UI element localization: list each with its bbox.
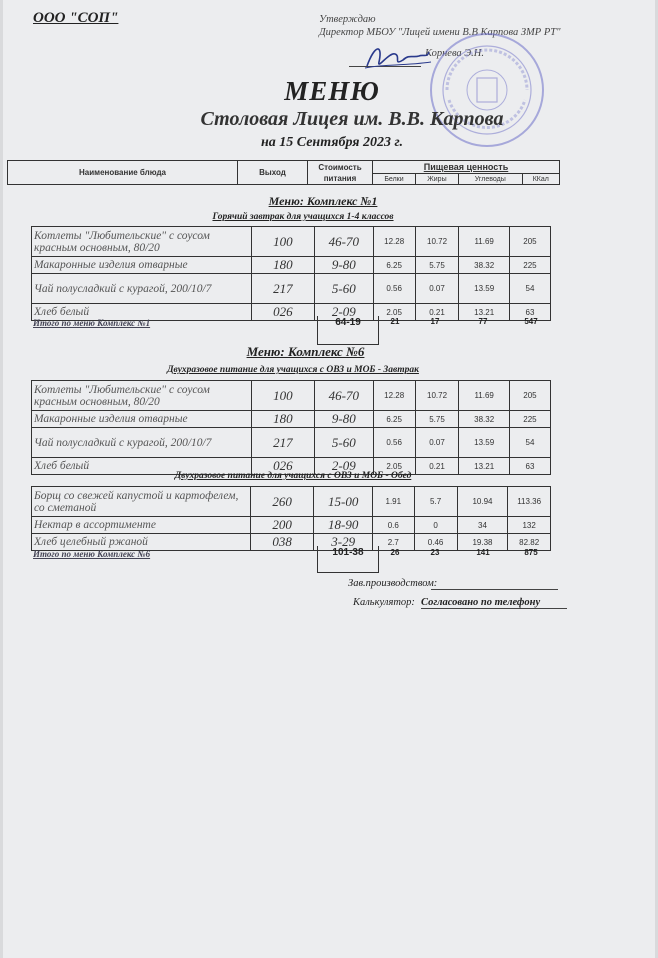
- dish-carbs: 38.32: [459, 411, 510, 428]
- dish-name: Котлеты "Любительские" с соусом красным основным, 80/20: [32, 381, 252, 411]
- dish-protein: 0.56: [373, 428, 415, 458]
- dish-name: Котлеты "Любительские" с соусом красным основным, 80/20: [32, 227, 252, 257]
- complex6-lunch-table: [31, 486, 551, 551]
- complex6-lunch-section: Двухразовое питание для учащихся с ОВЗ и МОБ - Обед: [174, 471, 412, 481]
- menu-document: [3, 0, 655, 958]
- dish-carbs: 13.21: [459, 304, 510, 321]
- production-signature-line: [431, 589, 558, 590]
- dish-yield: 217: [251, 274, 314, 304]
- complex6-total-fat: 23: [430, 548, 440, 557]
- calculator-value: Согласовано по телефону: [421, 597, 567, 609]
- menu-row: [32, 227, 551, 257]
- dish-protein: 12.28: [373, 381, 415, 411]
- complex1-table: [31, 226, 551, 321]
- complex6-total-kcal: 875: [524, 548, 538, 557]
- dish-name: Нектар в ассортименте: [32, 517, 251, 534]
- dish-fat: 5.75: [415, 257, 459, 274]
- menu-row: [32, 257, 551, 274]
- calculator-label: Калькулятор:: [353, 597, 415, 608]
- menu-row: [32, 487, 551, 517]
- dish-protein: 12.28: [373, 227, 415, 257]
- dish-kcal: 113.36: [508, 487, 551, 517]
- approval-position: Директор МБОУ "Лицей имени В.В Карпова ЗМР РТ": [319, 26, 561, 38]
- dish-yield: 217: [251, 428, 314, 458]
- complex1-total-cost: 64-19: [317, 316, 379, 345]
- dish-yield: 180: [251, 257, 314, 274]
- dish-name: Хлеб целебный ржаной: [32, 534, 251, 551]
- production-manager-label: Зав.производством:: [348, 578, 438, 589]
- page-title: МЕНЮ: [284, 76, 380, 106]
- dish-kcal: 225: [509, 257, 550, 274]
- dish-kcal: 54: [509, 274, 550, 304]
- dish-carbs: 34: [457, 517, 508, 534]
- dish-carbs: 11.69: [459, 227, 510, 257]
- complex6-breakfast-section: Двухразовое питание для учащихся с ОВЗ и МОБ - Завтрак: [167, 365, 419, 375]
- complex6-total-carbs: 141: [476, 548, 490, 557]
- dish-cost: 5-60: [314, 428, 373, 458]
- dish-cost: 18-90: [314, 517, 373, 534]
- complex1-title: Меню: Комплекс №1: [268, 194, 378, 208]
- dish-kcal: 82.82: [508, 534, 551, 551]
- col-fat: Жиры: [415, 174, 458, 185]
- dish-cost: 3-29: [314, 534, 373, 551]
- approval-label: Утверждаю: [319, 14, 376, 25]
- col-protein: Белки: [373, 174, 416, 185]
- dish-name: Хлеб белый: [32, 458, 252, 475]
- dish-cost: 15-00: [314, 487, 373, 517]
- menu-row: [32, 274, 551, 304]
- dish-cost: 5-60: [314, 274, 373, 304]
- complex1-total-carbs: 77: [478, 317, 488, 326]
- dish-yield: 038: [250, 534, 313, 551]
- col-carbs: Углеводы: [458, 174, 522, 185]
- dish-cost: 2-09: [314, 458, 373, 475]
- complex1-total-protein: 21: [390, 317, 400, 326]
- dish-name: Макаронные изделия отварные: [32, 257, 252, 274]
- dish-protein: 6.25: [373, 257, 415, 274]
- dish-cost: 46-70: [314, 227, 373, 257]
- dish-yield: 200: [250, 517, 313, 534]
- menu-row: [32, 411, 551, 428]
- dish-fat: 0: [414, 517, 457, 534]
- dish-name: Чай полусладкий с курагой, 200/10/7: [32, 274, 252, 304]
- dish-yield: 100: [251, 227, 314, 257]
- organization-name: ООО "СОП": [33, 10, 119, 26]
- dish-cost: 46-70: [314, 381, 373, 411]
- dish-yield: 180: [251, 411, 314, 428]
- dish-kcal: 63: [509, 304, 550, 321]
- menu-row: [32, 428, 551, 458]
- dish-fat: 0.21: [415, 304, 459, 321]
- complex6-total-label: Итого по меню Комплекс №6: [33, 549, 151, 559]
- complex6-breakfast-table: [31, 380, 551, 475]
- dish-protein: 2.7: [373, 534, 414, 551]
- approver-name: Корнева Э.Н.: [425, 48, 485, 59]
- menu-header-table: [7, 160, 560, 185]
- dish-kcal: 205: [509, 381, 550, 411]
- dish-carbs: 13.59: [459, 428, 510, 458]
- dish-yield: 260: [250, 487, 313, 517]
- dish-fat: 0.21: [415, 458, 459, 475]
- complex6-total-cost: 101-38: [317, 546, 379, 573]
- col-cost: Стоимость питания: [308, 161, 373, 185]
- dish-carbs: 13.21: [459, 458, 510, 475]
- dish-fat: 0.07: [415, 428, 459, 458]
- dish-protein: 6.25: [373, 411, 415, 428]
- dish-fat: 10.72: [415, 381, 459, 411]
- complex1-total-fat: 17: [430, 317, 440, 326]
- dish-yield: 100: [251, 381, 314, 411]
- complex6-title: Меню: Комплекс №6: [246, 344, 365, 359]
- dish-protein: 1.91: [373, 487, 414, 517]
- dish-carbs: 13.59: [459, 274, 510, 304]
- dish-carbs: 38.32: [459, 257, 510, 274]
- dish-cost: 2-09: [314, 304, 373, 321]
- dish-name: Чай полусладкий с курагой, 200/10/7: [32, 428, 252, 458]
- col-yield: Выход: [238, 161, 308, 185]
- complex1-section: Горячий завтрак для учащихся 1-4 классов: [212, 212, 394, 222]
- dish-kcal: 225: [509, 411, 550, 428]
- dish-name: Макаронные изделия отварные: [32, 411, 252, 428]
- menu-row: [32, 517, 551, 534]
- dish-fat: 5.75: [415, 411, 459, 428]
- dish-kcal: 132: [508, 517, 551, 534]
- dish-kcal: 205: [509, 227, 550, 257]
- canteen-name: Столовая Лицея им. В.В. Карпова: [200, 108, 504, 130]
- col-name: Наименование блюда: [8, 161, 238, 185]
- dish-carbs: 10.94: [457, 487, 508, 517]
- dish-protein: 0.6: [373, 517, 414, 534]
- dish-cost: 9-80: [314, 257, 373, 274]
- complex6-total-protein: 26: [390, 548, 400, 557]
- dish-protein: 2.05: [373, 304, 415, 321]
- dish-fat: 0.07: [415, 274, 459, 304]
- menu-row: [32, 381, 551, 411]
- complex1-total-kcal: 547: [524, 317, 538, 326]
- col-kcal: ККал: [522, 174, 559, 185]
- dish-protein: 2.05: [373, 458, 415, 475]
- dish-kcal: 63: [509, 458, 550, 475]
- dish-protein: 0.56: [373, 274, 415, 304]
- dish-kcal: 54: [509, 428, 550, 458]
- dish-cost: 9-80: [314, 411, 373, 428]
- dish-yield: 026: [251, 458, 314, 475]
- signature-image: [363, 40, 433, 72]
- dish-carbs: 11.69: [459, 381, 510, 411]
- dish-yield: 026: [251, 304, 314, 321]
- dish-name: Хлеб белый: [32, 304, 252, 321]
- dish-carbs: 19.38: [457, 534, 508, 551]
- dish-fat: 5.7: [414, 487, 457, 517]
- dish-name: Борщ со свежей капустой и картофелем, со сметаной: [32, 487, 251, 517]
- menu-date: на 15 Сентября 2023 г.: [261, 135, 403, 150]
- dish-fat: 0.46: [414, 534, 457, 551]
- complex1-total-label: Итого по меню Комплекс №1: [33, 318, 151, 328]
- col-nutrition: Пищевая ценность: [373, 161, 560, 174]
- dish-fat: 10.72: [415, 227, 459, 257]
